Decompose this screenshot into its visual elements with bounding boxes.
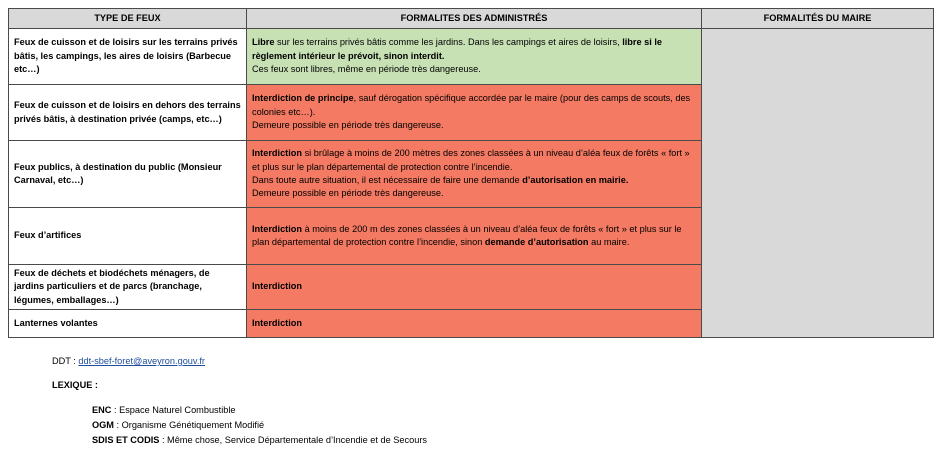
- administres-rule-cell: [247, 208, 702, 265]
- administres-rule-cell: [247, 310, 702, 338]
- header-formalites-administres: FORMALITES DES ADMINISTRÉS: [247, 9, 702, 29]
- fire-type-cell: Feux de déchets et biodéchets ménagers, de jardins particuliers et de parcs (branchage, légumes, emballages…): [9, 265, 247, 310]
- maire-formalities-cell: [702, 29, 934, 338]
- rule-emphasis-text: Interdiction: [252, 281, 303, 292]
- lexique-term: SDIS ET CODIS: [92, 435, 160, 445]
- rule-emphasis-text: libre si le règlement intérieur le prévoit, sinon interdit.: [252, 37, 663, 61]
- rule-emphasis-text: demande d’autorisation: [484, 237, 589, 247]
- fire-type-cell: Feux publics, à destination du public (Monsieur Carnaval, etc…): [9, 141, 247, 208]
- rule-emphasis-text: Interdiction: [252, 318, 303, 329]
- rule-text: sur les terrains privés bâtis comme les jardins. Dans les campings et aires de loisirs,: [274, 37, 623, 48]
- rule-emphasis-text: Interdiction: [252, 148, 303, 159]
- rule-text: , sauf dérogation spécifique accordée par le maire (pour des camps de scouts, des colonies etc…).: [252, 93, 691, 117]
- table-row: [9, 29, 934, 85]
- table-header-row: [9, 9, 934, 29]
- lexique-item: [92, 404, 236, 416]
- rule-text: Ces feux sont libres, même en période très dangereuse.: [252, 64, 481, 75]
- rule-emphasis-text: d’autorisation en mairie.: [522, 175, 629, 185]
- administres-rule-cell: [247, 265, 702, 310]
- ddt-contact: [52, 355, 205, 367]
- lexique-definition: : Organisme Génétiquement Modifié: [113, 420, 265, 430]
- rule-text: Demeure possible en période très dangereuse.: [252, 120, 444, 131]
- rule-emphasis-text: Interdiction: [252, 223, 303, 234]
- lexique-item: [92, 434, 427, 446]
- administres-rule-cell: [247, 141, 702, 208]
- fire-type-cell: Lanternes volantes: [9, 310, 247, 338]
- administres-rule-cell: [247, 29, 702, 85]
- rule-text: Demeure possible en période très dangereuse.: [252, 188, 444, 199]
- lexique-term: ENC: [92, 405, 112, 415]
- rule-emphasis-text: Libre: [252, 37, 275, 48]
- rule-text: si brûlage à moins de 200 mètres des zones classées à un niveau d’aléa feux de forêts « fort » et plus sur le plan départemental de protection contre l’incendie.: [252, 148, 690, 172]
- administres-rule-cell: [247, 85, 702, 141]
- fire-rules-table: [8, 8, 934, 338]
- rule-emphasis-text: Interdiction de principe: [252, 93, 354, 104]
- ddt-email-link[interactable]: ddt-sbef-foret@aveyron.gouv.fr: [78, 356, 205, 366]
- ddt-label: DDT :: [52, 356, 79, 366]
- lexique-definition: : Espace Naturel Combustible: [111, 405, 236, 415]
- header-formalites-maire: FORMALITÉS DU MAIRE: [702, 9, 934, 29]
- lexique-title: LEXIQUE :: [52, 380, 98, 390]
- fire-type-cell: Feux d’artifices: [9, 208, 247, 265]
- lexique-definition: : Même chose, Service Départementale d’Incendie et de Secours: [159, 435, 427, 445]
- header-type-de-feux: TYPE DE FEUX: [9, 9, 247, 29]
- fire-type-cell: Feux de cuisson et de loisirs en dehors des terrains privés bâtis, à destination privée (camps, etc…): [9, 85, 247, 141]
- rule-text: au maire.: [588, 237, 630, 247]
- lexique-term: OGM: [92, 420, 114, 430]
- lexique-item: [92, 419, 264, 431]
- fire-type-cell: Feux de cuisson et de loisirs sur les terrains privés bâtis, les campings, les aires de loisirs (Barbecue etc…): [9, 29, 247, 85]
- rule-text: à moins de 200 m des zones classées à un niveau d’aléa feux de forêts « fort » et plus sur le plan départemental de protection contre l’incendie, sinon: [252, 223, 682, 247]
- rule-text: Dans toute autre situation, il est nécessaire de faire une demande: [252, 175, 523, 185]
